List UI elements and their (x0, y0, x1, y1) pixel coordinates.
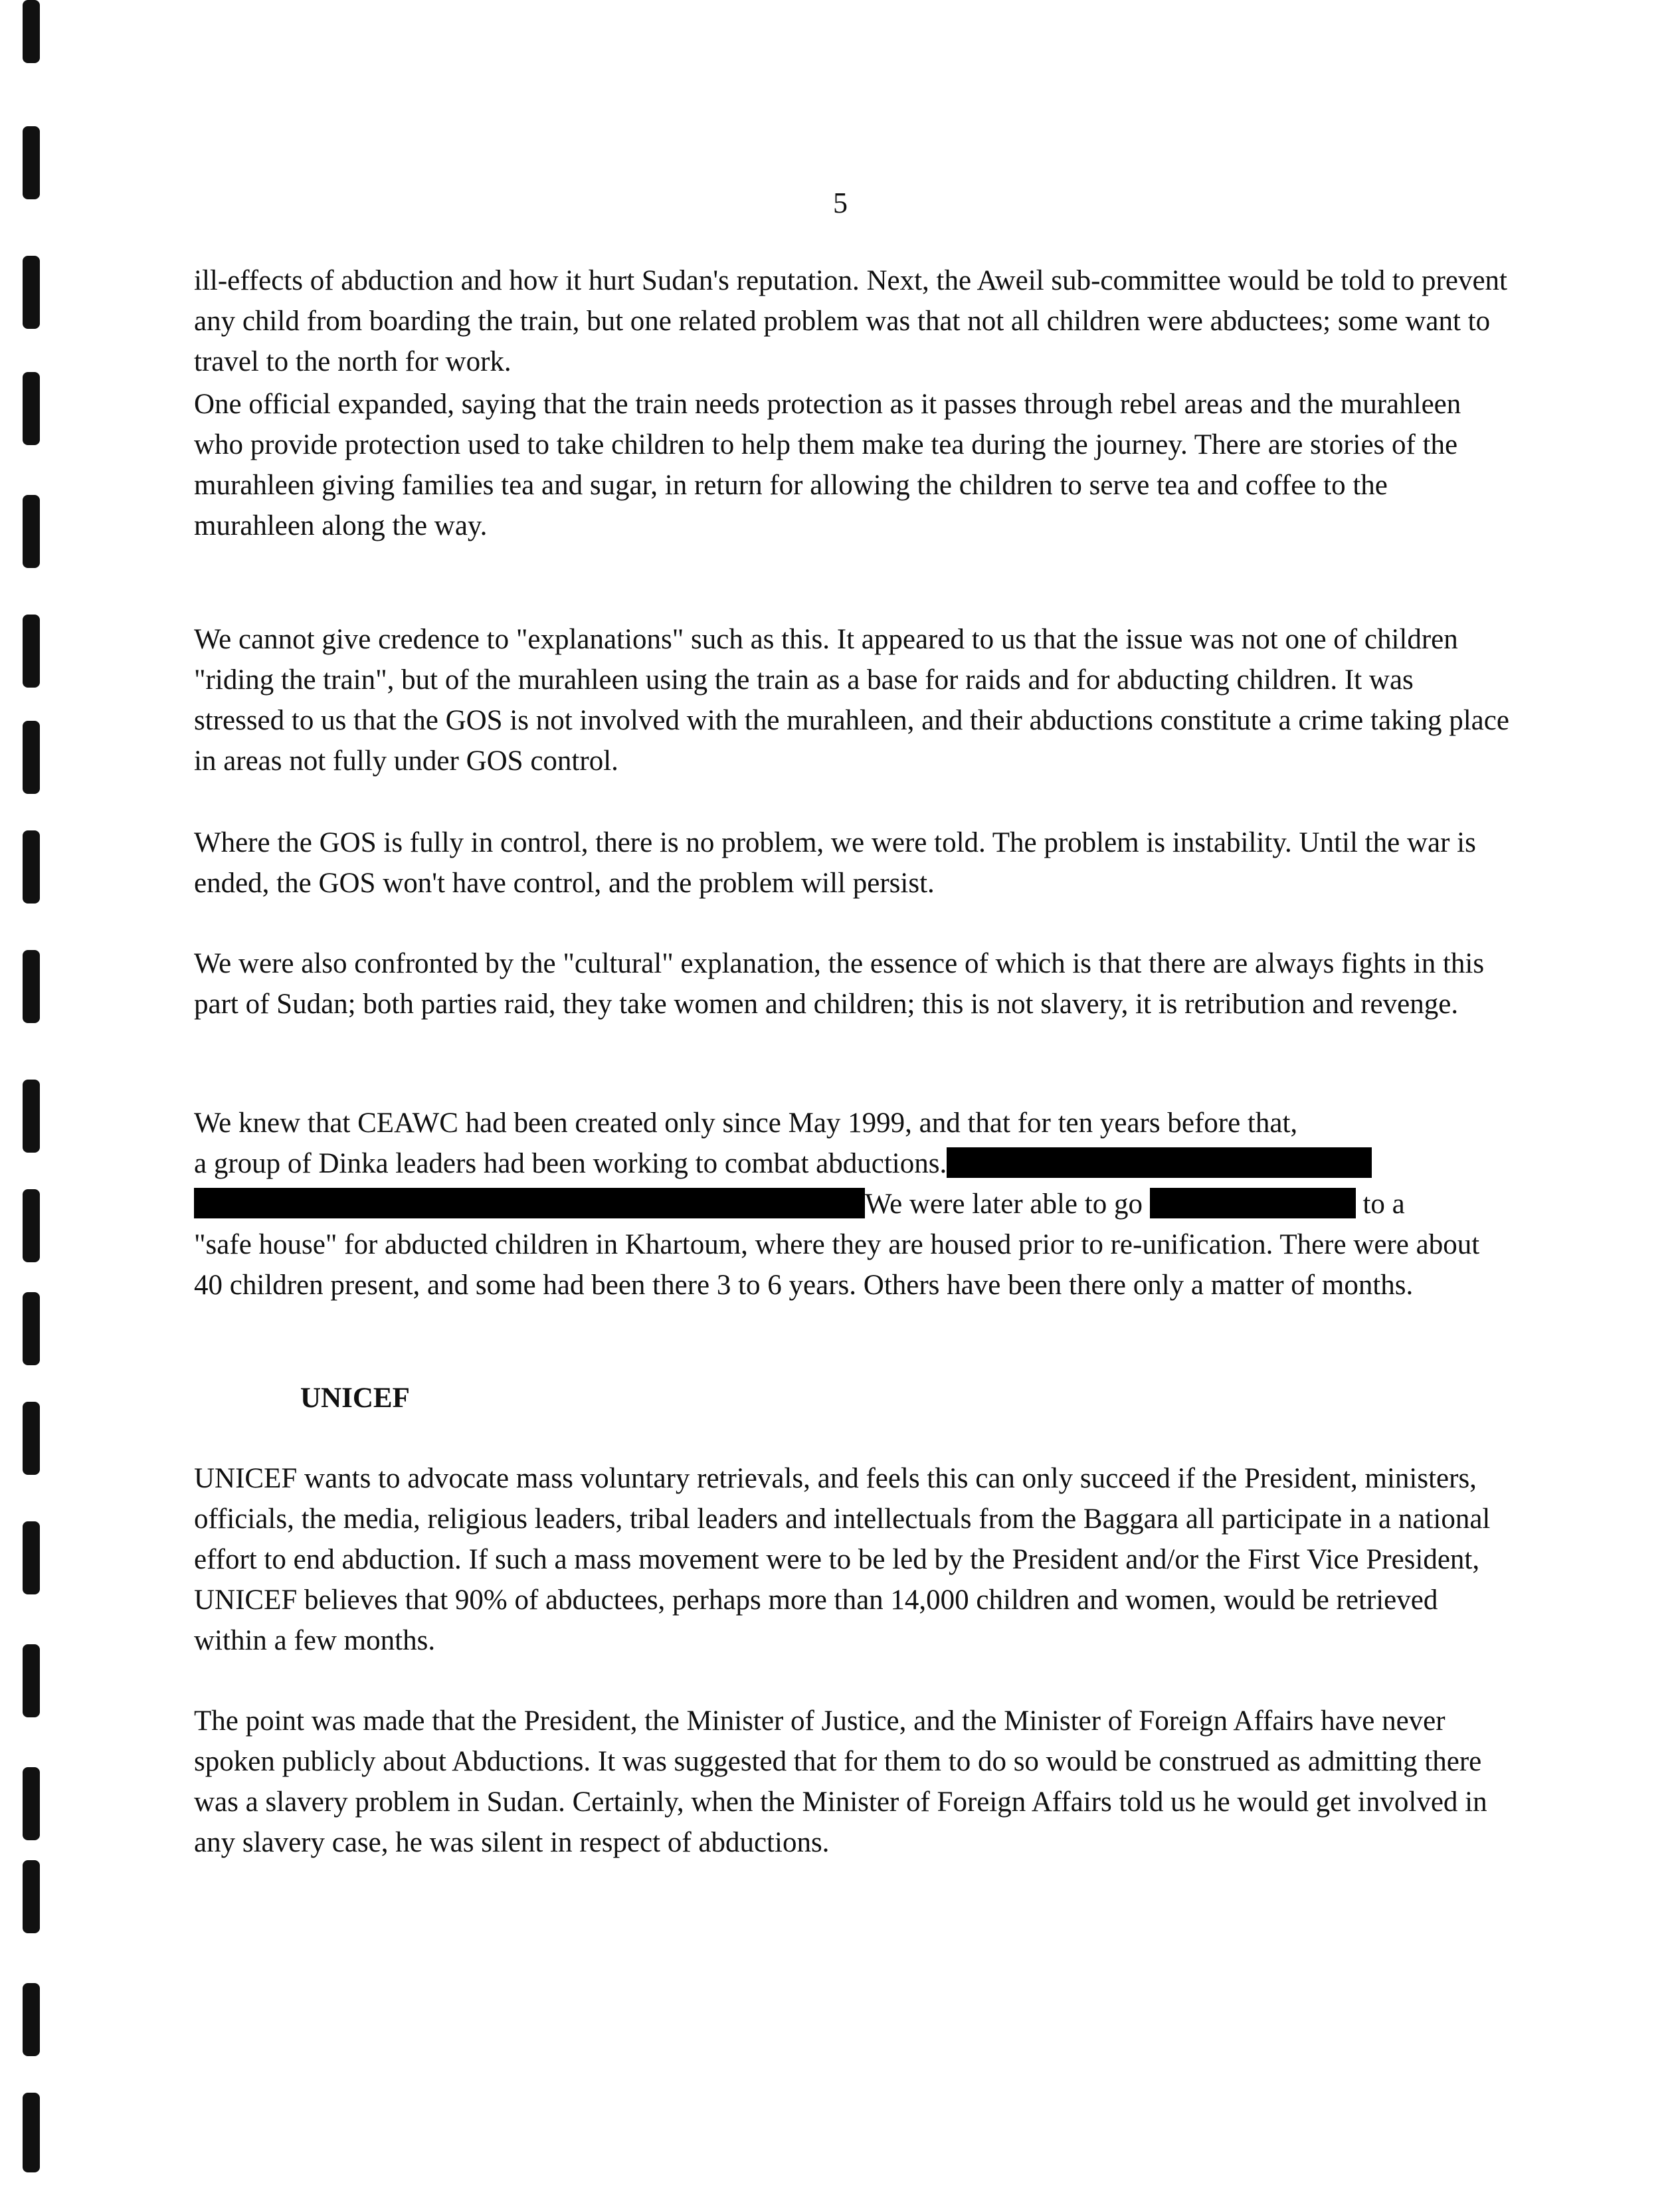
section-heading: UNICEF (300, 1383, 410, 1414)
binder-holes (19, 0, 45, 2195)
redaction-bar (194, 1188, 865, 1218)
paragraph-line-text: a group of Dinka leaders had been working to combat abductions. (194, 1148, 947, 1179)
paragraph-line (194, 1184, 1509, 1224)
paragraph-text: UNICEF wants to advocate mass voluntary retrievals, and feels this can only succeed if the President, ministers, officials, the media, religious leaders, tribal leaders and intellectuals from the Baggara all participate in a national effort to end abduction. If such a mass movement were to be led by the President and/or the First Vice President, UNICEF believes that 90% of abductees, perhaps more than 14,000 children and women, would be retrieved within a few months. (194, 1463, 1491, 1656)
paragraph-3 (194, 619, 1509, 781)
paragraph-text: We cannot give credence to "explanations" such as this. It appeared to us that the issue was not one of children "riding the train", but of the murahleen using the train as a base for raids and for abducting children. It was stressed to us that the GOS is not involved with the murahleen, and their abductions constitute a crime taking place in areas not fully under GOS control. (194, 624, 1509, 777)
paragraph-line (194, 1143, 1509, 1184)
paragraph-text: The point was made that the President, the Minister of Justice, and the Minister of Foreign Affairs have never spoken publicly about Abductions. It was suggested that for them to do so would be construed as admitting there was a slavery problem in Sudan. Certainly, when the Minister of Foreign Affairs told us he would get involved in any slavery case, he was silent in respect of abductions. (194, 1705, 1487, 1858)
paragraph-text: Where the GOS is fully in control, there is no problem, we were told. The problem is instability. Until the war is ended, the GOS won't have control, and the problem will persist. (194, 827, 1476, 899)
paragraph-line: We knew that CEAWC had been created only since May 1999, and that for ten years before that, (194, 1107, 1298, 1139)
paragraph-text: "safe house" for abducted children in Khartoum, where they are housed prior to re-unification. There were about 40 children present, and some had been there 3 to 6 years. Others have been there only a matter of months. (194, 1229, 1480, 1301)
paragraph-line-text: We were later able to go (865, 1189, 1143, 1220)
paragraph-7 (194, 1458, 1509, 1661)
redaction-bar (947, 1147, 1372, 1178)
paragraph-1 (194, 260, 1509, 382)
paragraph-8 (194, 1701, 1509, 1863)
paragraph-line-text: to a (1362, 1189, 1405, 1220)
paragraph-5 (194, 943, 1509, 1024)
paragraph-text: One official expanded, saying that the train needs protection as it passes through rebel areas and the murahleen who provide protection used to take children to help them make tea during the journey. There are stories of the murahleen giving families tea and sugar, in return for allowing the children to serve tea and coffee to the murahleen along the way. (194, 389, 1461, 541)
paragraph-4 (194, 822, 1509, 904)
page-number: 5 (833, 187, 848, 219)
paragraph-text: ill-effects of abduction and how it hurt Sudan's reputation. Next, the Aweil sub-committee would be told to prevent any child from boarding the train, but one related problem was that not all children were abductees; some want to travel to the north for work. (194, 265, 1507, 377)
paragraph-2 (194, 384, 1509, 546)
paragraph-6 (194, 1103, 1509, 1305)
paragraph-text: We were also confronted by the "cultural" explanation, the essence of which is that there are always fights in this part of Sudan; both parties raid, they take women and children; this is not slavery, it is retribution and revenge. (194, 948, 1485, 1020)
redaction-bar (1150, 1188, 1356, 1218)
